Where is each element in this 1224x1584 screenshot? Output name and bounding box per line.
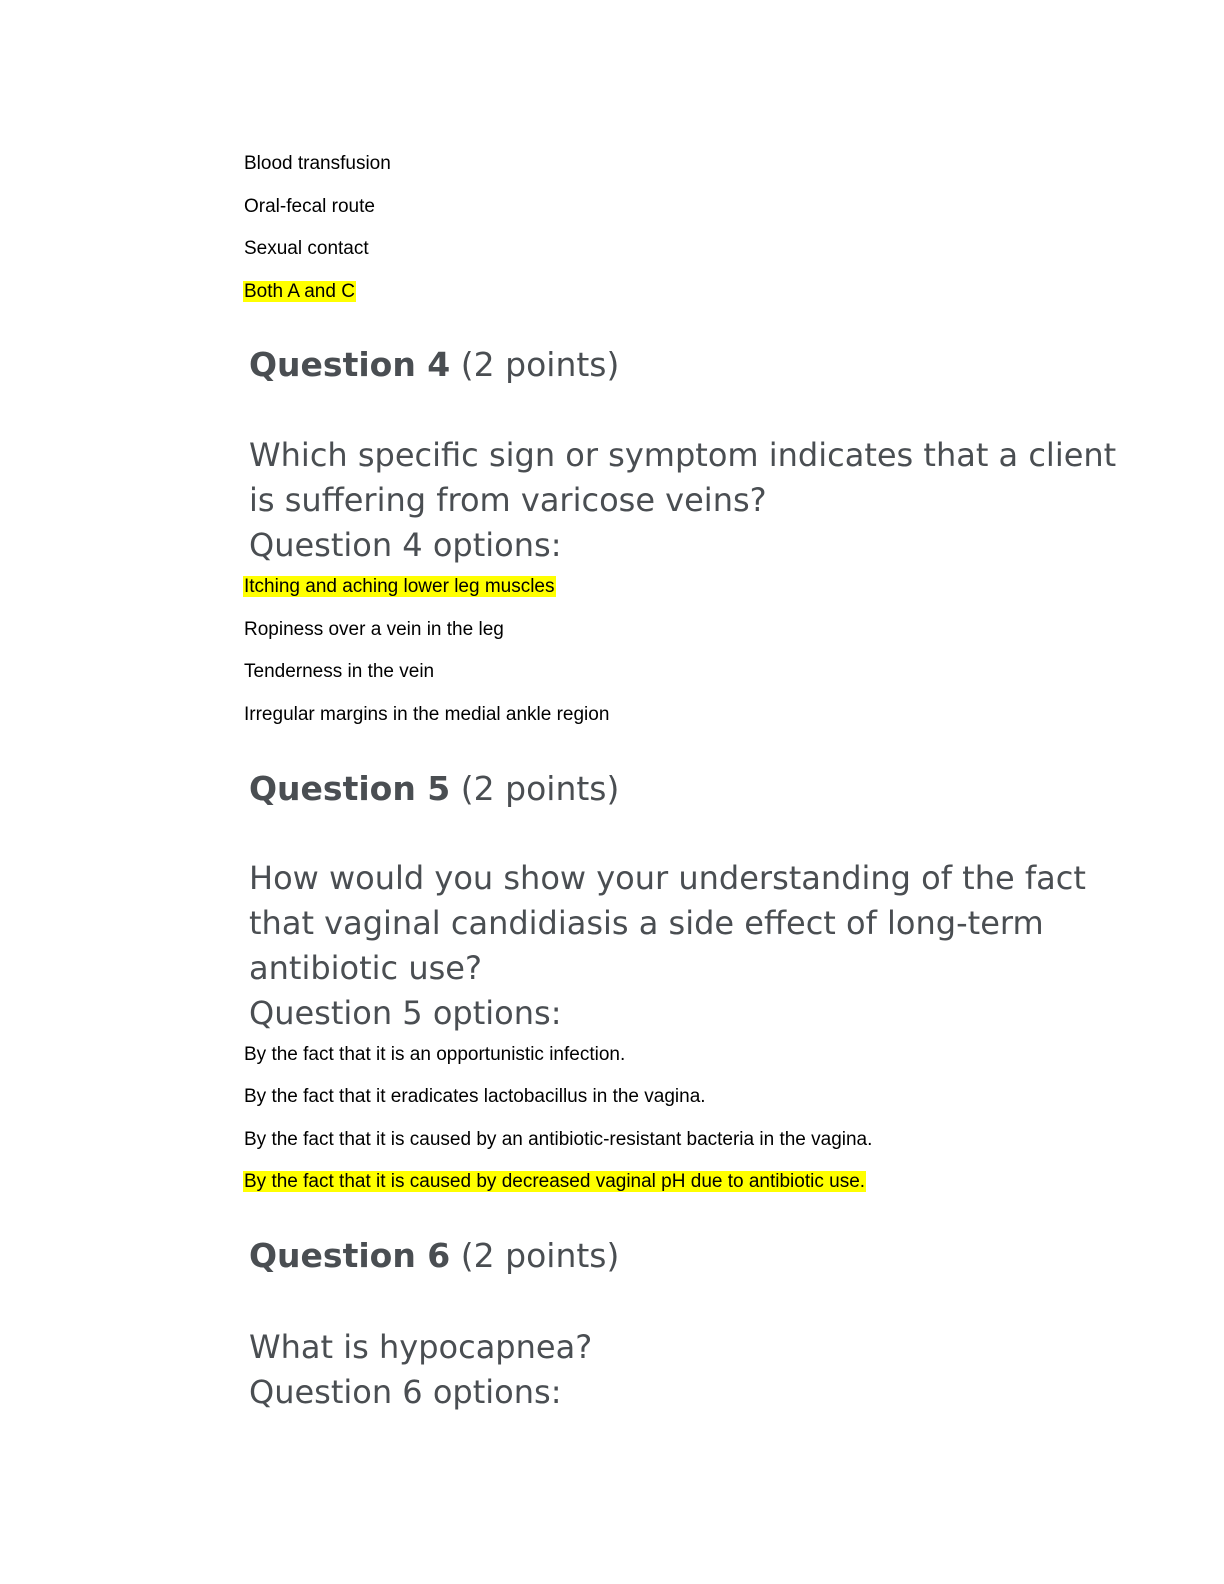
q3-option-b <box>243 195 376 219</box>
q4-options-label: Question 4 options: <box>249 526 562 564</box>
q5-option-d-text: By the fact that it is caused by decreased vaginal pH due to antibiotic use. <box>244 1171 866 1192</box>
q5-points: (2 points) <box>460 769 620 808</box>
q5-question-line-2: that vaginal candidiasis a side effect of long-term <box>249 904 1044 942</box>
q4-option-c <box>243 660 435 684</box>
q5-option-b <box>243 1085 707 1109</box>
q4-heading <box>249 345 619 385</box>
q3-option-b-text: Oral-fecal route <box>244 196 375 217</box>
q3-option-a <box>243 152 392 176</box>
q5-option-a-text: By the fact that it is an opportunistic infection. <box>244 1044 626 1065</box>
q4-question-line-2: is suffering from varicose veins? <box>249 481 767 519</box>
q3-option-c <box>243 237 370 261</box>
q5-options-label: Question 5 options: <box>249 994 562 1032</box>
q3-option-c-text: Sexual contact <box>244 238 369 259</box>
q5-option-b-text: By the fact that it eradicates lactobacillus in the vagina. <box>244 1086 706 1107</box>
q6-heading <box>249 1236 619 1276</box>
q4-points: (2 points) <box>460 345 620 384</box>
q5-question-line-3: antibiotic use? <box>249 949 482 987</box>
q3-option-d-text: Both A and C <box>244 281 355 302</box>
q4-option-c-text: Tenderness in the vein <box>244 661 435 682</box>
q4-question-text <box>249 433 1117 568</box>
q6-title: Question 6 <box>249 1236 451 1275</box>
q4-option-d-text: Irregular margins in the medial ankle region <box>244 704 610 725</box>
q6-options-label: Question 6 options: <box>249 1373 562 1411</box>
q5-option-c-text: By the fact that it is caused by an antibiotic-resistant bacteria in the vagina. <box>244 1129 873 1150</box>
q6-points: (2 points) <box>460 1236 620 1275</box>
q5-question-text <box>249 856 1086 1036</box>
q5-option-c <box>243 1128 873 1152</box>
q5-option-a <box>243 1043 626 1067</box>
q4-option-d <box>243 703 610 727</box>
q5-option-d-highlighted <box>243 1170 866 1194</box>
q4-option-a-highlighted <box>243 575 556 599</box>
q3-option-d-highlighted <box>243 280 356 304</box>
q4-option-a-text: Itching and aching lower leg muscles <box>244 576 555 597</box>
q4-option-b-text: Ropiness over a vein in the leg <box>244 619 504 640</box>
q4-title: Question 4 <box>249 345 451 384</box>
q5-question-line-1: How would you show your understanding of the fact <box>249 859 1086 897</box>
q4-option-b <box>243 618 505 642</box>
q3-option-a-text: Blood transfusion <box>244 153 391 174</box>
q6-question-text <box>249 1325 1069 1415</box>
q5-title: Question 5 <box>249 769 451 808</box>
q5-heading <box>249 769 619 809</box>
q4-question-line-1: Which specific sign or symptom indicates that a client <box>249 436 1117 474</box>
q6-question-line-1: What is hypocapnea? <box>249 1328 593 1366</box>
